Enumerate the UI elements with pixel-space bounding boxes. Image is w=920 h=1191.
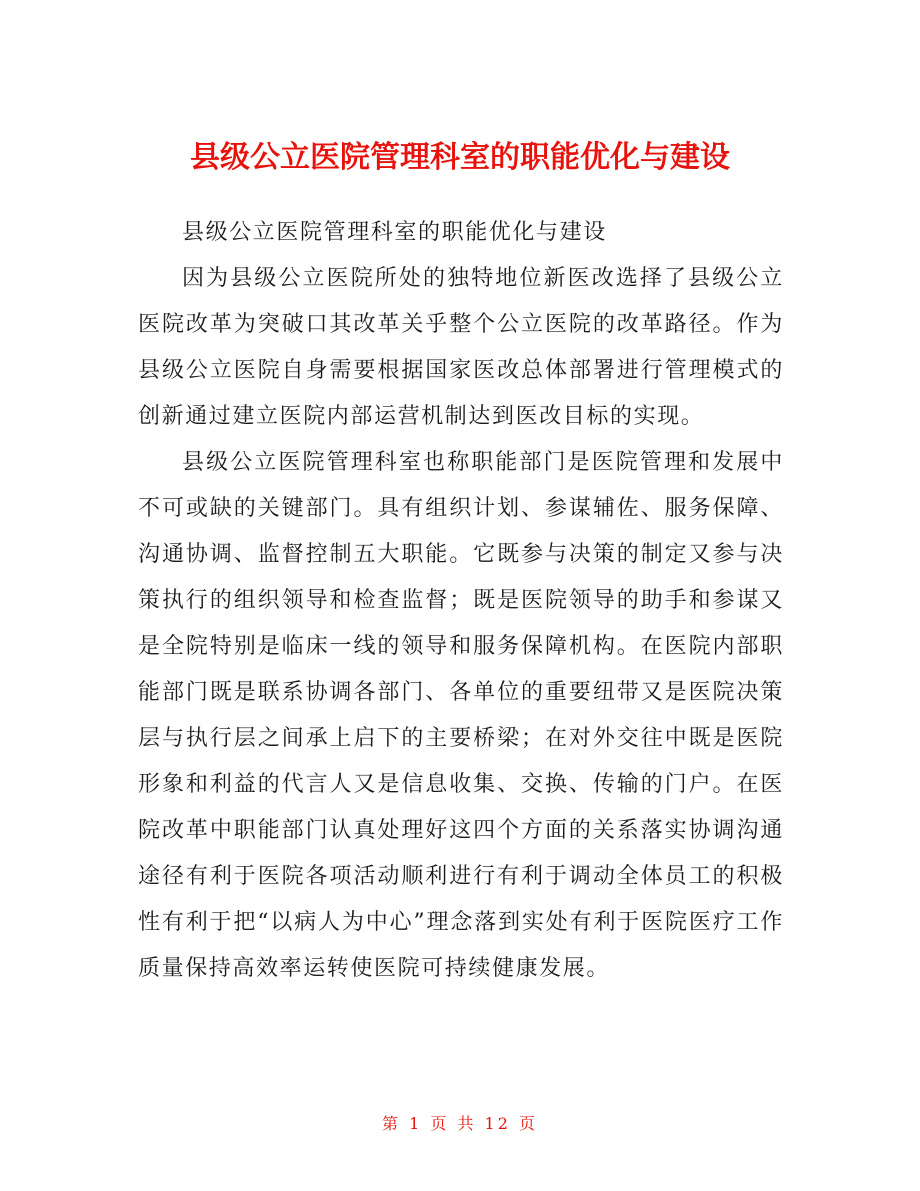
body-heading-paragraph: 县级公立医院管理科室的职能优化与建设 xyxy=(182,220,607,245)
body-paragraph-functions: 县级公立医院管理科室也称职能部门是医院管理和发展中不可或缺的关键部门。具有组织计划、参谋辅佐、服务保障、沟通协调、监督控制五大职能。它既参与决策的制定又参与决策执行的组织领导和检查监督；既是医院领导的助手和参谋又是全院特别是临床一线的领导和服务保障机构。在医院内部职能部门既是联系协调各部门、各单位的重要纽带又是医院决策层与执行层之间承上启下的主要桥梁；在对外交往中既是医院形象和利益的代言人又是信息收集、交换、传输的门户。在医院改革中职能部门认真处理好这四个方面的关系落实协调沟通途径有利于医院各项活动顺利进行有利于调动全体员工的积极性有利于把“以病人为中心”理念落到实处有利于医院医疗工作质量保持高效率运转使医院可持续健康发展。 xyxy=(138,450,784,981)
body-paragraph-intro: 因为县级公立医院所处的独特地位新医改选择了县级公立医院改革为突破口其改革关乎整个公立医院的改革路径。作为县级公立医院自身需要根据国家医改总体部署进行管理模式的创新通过建立医院内部运营机制达到医改目标的实现。 xyxy=(138,266,784,429)
document-body xyxy=(138,210,784,992)
document-title: 县级公立医院管理科室的职能优化与建设 xyxy=(190,140,730,176)
page-number-footer: 第 1 页 共 12 页 xyxy=(382,1114,538,1133)
